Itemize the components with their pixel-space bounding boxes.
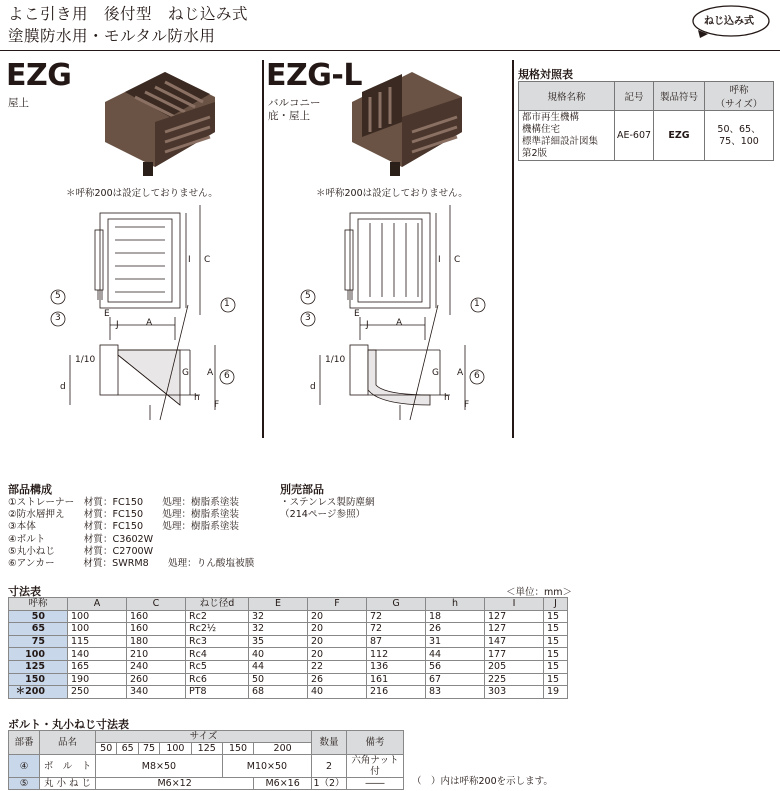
bolt-row-size-b: M6×16 (254, 778, 312, 790)
dim-size-code: 150 (9, 673, 68, 686)
dim-header: A (68, 598, 127, 611)
table-row (9, 673, 568, 686)
ezg-label-f: F (214, 400, 220, 410)
dim-cell: 205 (485, 660, 544, 673)
parts-list (8, 497, 254, 570)
ezg-label-6: 6 (224, 371, 230, 381)
dim-header: E (249, 598, 308, 611)
spec-table (518, 81, 774, 161)
bolt-row-no: ⑤ (9, 778, 40, 790)
header-divider (0, 50, 780, 51)
dim-header: G (367, 598, 426, 611)
dim-cell: 87 (367, 635, 426, 648)
dim-cell: 44 (426, 648, 485, 661)
separate-item: （214ページ参照） (280, 509, 366, 521)
ezg-label-3: 3 (55, 313, 61, 323)
bolt-size-col: 65 (117, 743, 138, 755)
dim-cell: 100 (68, 610, 127, 623)
dim-cell: 115 (68, 635, 127, 648)
bolt-row-size-a: M6×12 (96, 778, 254, 790)
table-row (9, 686, 568, 699)
bolt-row-name: 丸 小 ね じ (40, 778, 96, 790)
dim-cell: 72 (367, 623, 426, 636)
dim-size-code: 75 (9, 635, 68, 648)
ezg-label-5: 5 (55, 291, 61, 301)
ezg-location: 屋上 (8, 97, 29, 109)
dim-header: h (426, 598, 485, 611)
dim-cell: 15 (544, 635, 568, 648)
parts-item: ⑤丸小ねじ 材質：C2700W (8, 545, 154, 557)
dim-cell: 18 (426, 610, 485, 623)
dim-cell: Rc5 (186, 660, 249, 673)
dim-cell: 50 (249, 673, 308, 686)
bolt-row-qty: 2 (312, 755, 347, 778)
header-line-2: 塗膜防水用・モルタル防水用 (8, 27, 216, 45)
dim-cell: 72 (367, 610, 426, 623)
spec-h-code: 記号 (615, 82, 654, 111)
screw-in-badge (690, 4, 772, 42)
spec-h-product: 製品符号 (654, 82, 705, 111)
ezg-label-i: I (188, 255, 191, 265)
dim-header: C (127, 598, 186, 611)
dim-cell: 240 (127, 660, 186, 673)
dim-cell: Rc6 (186, 673, 249, 686)
spec-size: 50、65、 75、100 (705, 111, 774, 161)
dimensions-table (8, 597, 568, 699)
ezg-product-photo (95, 62, 225, 182)
bolt-row-note: ―― (347, 778, 404, 790)
ezg-l-label-i: I (438, 255, 441, 265)
ezg-label-a-side: A (207, 368, 214, 378)
dim-cell: 40 (308, 686, 367, 699)
spec-title: 規格対照表 (518, 68, 573, 81)
ezg-l-product-photo (342, 62, 472, 182)
dim-header: ねじ径d (186, 598, 249, 611)
dim-size-code: 100 (9, 648, 68, 661)
ezg-l-label-j: J (366, 320, 369, 330)
dim-cell: 15 (544, 610, 568, 623)
dim-cell: 44 (249, 660, 308, 673)
bolt-size-col: 200 (254, 743, 312, 755)
separate-title: 別売部品 (280, 483, 324, 496)
dim-cell: 31 (426, 635, 485, 648)
table-row (9, 660, 568, 673)
spec-product: EZG (654, 111, 705, 161)
dim-cell: 19 (544, 686, 568, 699)
dim-cell: Rc4 (186, 648, 249, 661)
dimensions-title: 寸法表 (8, 585, 41, 598)
product-divider (262, 60, 264, 438)
spec-h-name: 規格名称 (519, 82, 615, 111)
ezg-l-label-6: 6 (474, 371, 480, 381)
table-row (9, 610, 568, 623)
bolt-size-col: 150 (222, 743, 253, 755)
dim-cell: 26 (308, 673, 367, 686)
dim-size-code: 50 (9, 610, 68, 623)
bolt-row-qty: 1（2） (313, 778, 345, 789)
bolt-h-part: 部番 (9, 731, 40, 755)
bolt-h-qty: 数量 (312, 731, 347, 755)
dim-cell: Rc2 (186, 610, 249, 623)
dim-size-code: 65 (9, 623, 68, 636)
ezg-l-label-a-side: A (457, 368, 464, 378)
bolt-row-name: ボ ル ト (40, 755, 96, 778)
dim-cell: 15 (544, 648, 568, 661)
bolt-row-note: 六角ナット付 (347, 755, 404, 778)
dim-cell: 250 (68, 686, 127, 699)
dim-cell: 15 (544, 673, 568, 686)
dim-cell: 22 (308, 660, 367, 673)
table-row (9, 635, 568, 648)
bolt-size-col: 100 (160, 743, 191, 755)
ezg-label-j: J (116, 320, 119, 330)
ezg-l-label-g: G (432, 368, 439, 378)
dim-cell: 67 (426, 673, 485, 686)
dim-cell: 260 (127, 673, 186, 686)
separate-list (280, 497, 375, 521)
dim-cell: 190 (68, 673, 127, 686)
dim-cell: 340 (127, 686, 186, 699)
parts-item: ⑥アンカー 材質：SWRM8 処理：りん酸塩被膜 (8, 558, 255, 570)
dim-header: 呼称 (9, 598, 68, 611)
dim-cell: 32 (249, 610, 308, 623)
dim-cell: 216 (367, 686, 426, 699)
dim-cell: 165 (68, 660, 127, 673)
ezg-l-label-a-top: A (396, 318, 403, 328)
ezg-label-d: d (60, 382, 66, 392)
bolt-title: ボルト・丸小ねじ寸法表 (8, 718, 129, 731)
parts-item: ①ストレーナー 材質：FC150 処理：樹脂系塗装 (8, 497, 240, 508)
bolt-row-no: ④ (9, 755, 40, 778)
parts-item: ④ボルト 材質：C3602W (8, 533, 154, 545)
ezg-l-label-slope: 1/10 (325, 355, 346, 365)
dim-size-code: ＊200 (9, 686, 68, 699)
model-ezg: EZG (6, 58, 72, 93)
dim-cell: 26 (426, 623, 485, 636)
spec-code: AE-607 (615, 111, 654, 161)
separate-item: ・ステンレス製防塵網 (280, 497, 375, 508)
ezg-l-label-5: 5 (305, 291, 311, 301)
bolt-h-size: サイズ (96, 731, 312, 743)
ezg-l-location-2: 庇・屋上 (268, 110, 310, 122)
dim-cell: 147 (485, 635, 544, 648)
dim-cell: 20 (308, 635, 367, 648)
dim-cell: 161 (367, 673, 426, 686)
badge-label: ねじ込み式 (704, 16, 754, 27)
dim-cell: 303 (485, 686, 544, 699)
ezg-l-note: ＊呼称200は設定しておりません。 (316, 188, 468, 199)
ezg-label-h: h (194, 393, 200, 403)
ezg-label-e: E (104, 309, 110, 319)
dim-cell: 160 (127, 610, 186, 623)
parts-item: ②防水層押え 材質：FC150 処理：樹脂系塗装 (8, 509, 240, 521)
dim-header: J (544, 598, 568, 611)
header-line-1: よこ引き用 後付型 ねじ込み式 (8, 5, 249, 23)
bolt-h-name: 品名 (40, 731, 96, 755)
table-row (9, 623, 568, 636)
dim-cell: 20 (308, 648, 367, 661)
dim-cell: 40 (249, 648, 308, 661)
ezg-label-1: 1 (224, 299, 230, 309)
model-ezg-l: EZG-L (266, 58, 362, 93)
ezg-l-location-1: バルコニー (268, 97, 321, 109)
parts-item: ③本体 材質：FC150 処理：樹脂系塗装 (8, 521, 240, 533)
dim-cell: 160 (127, 623, 186, 636)
ezg-label-a-top: A (146, 318, 153, 328)
spec-h-size: 呼称 （サイズ） (705, 82, 774, 111)
dim-cell: 56 (426, 660, 485, 673)
dim-cell: 100 (68, 623, 127, 636)
dimensions-unit: ＜単位：mm＞ (506, 587, 573, 598)
dim-cell: 136 (367, 660, 426, 673)
dim-cell: 20 (308, 610, 367, 623)
dim-cell: 210 (127, 648, 186, 661)
dim-cell: PT8 (186, 686, 249, 699)
dim-cell: 127 (485, 610, 544, 623)
bolt-row-size-b: M10×50 (222, 755, 311, 778)
dim-size-code: 125 (9, 660, 68, 673)
dim-cell: 140 (68, 648, 127, 661)
parts-title: 部品構成 (8, 483, 52, 496)
bolt-h-note: 備考 (347, 731, 404, 755)
ezg-l-label-h: h (444, 393, 450, 403)
dim-header: I (485, 598, 544, 611)
ezg-l-label-f: F (464, 400, 470, 410)
ezg-l-label-3: 3 (305, 313, 311, 323)
bolt-table (8, 730, 404, 790)
dim-cell: 35 (249, 635, 308, 648)
dim-cell: 127 (485, 623, 544, 636)
dim-cell: 112 (367, 648, 426, 661)
ezg-l-label-d: d (310, 382, 316, 392)
ezg-label-g: G (182, 368, 189, 378)
dim-cell: 15 (544, 623, 568, 636)
ezg-l-label-c: C (454, 255, 461, 265)
dim-cell: 68 (249, 686, 308, 699)
dim-cell: 225 (485, 673, 544, 686)
bolt-size-col: 75 (138, 743, 159, 755)
dim-cell: 83 (426, 686, 485, 699)
bolt-row-size-a: M8×50 (96, 755, 223, 778)
dim-cell: 20 (308, 623, 367, 636)
bolt-footnote: （ ）内は呼称200を示します。 (412, 776, 553, 787)
dim-cell: Rc3 (186, 635, 249, 648)
bolt-size-col: 125 (191, 743, 222, 755)
table-row (9, 648, 568, 661)
dim-header: F (308, 598, 367, 611)
dim-cell: 15 (544, 660, 568, 673)
ezg-l-label-1: 1 (474, 299, 480, 309)
ezg-note: ＊呼称200は設定しておりません。 (66, 188, 218, 199)
ezg-label-c: C (204, 255, 211, 265)
bolt-size-col: 50 (96, 743, 117, 755)
spec-name: 都市再生機構 機構住宅 標準詳細設計図集 第2版 (519, 111, 615, 161)
dim-cell: 32 (249, 623, 308, 636)
ezg-label-slope: 1/10 (75, 355, 96, 365)
dim-cell: Rc2½ (186, 623, 249, 636)
dim-cell: 180 (127, 635, 186, 648)
spec-divider (512, 60, 514, 438)
dim-cell: 177 (485, 648, 544, 661)
ezg-l-label-e: E (354, 309, 360, 319)
